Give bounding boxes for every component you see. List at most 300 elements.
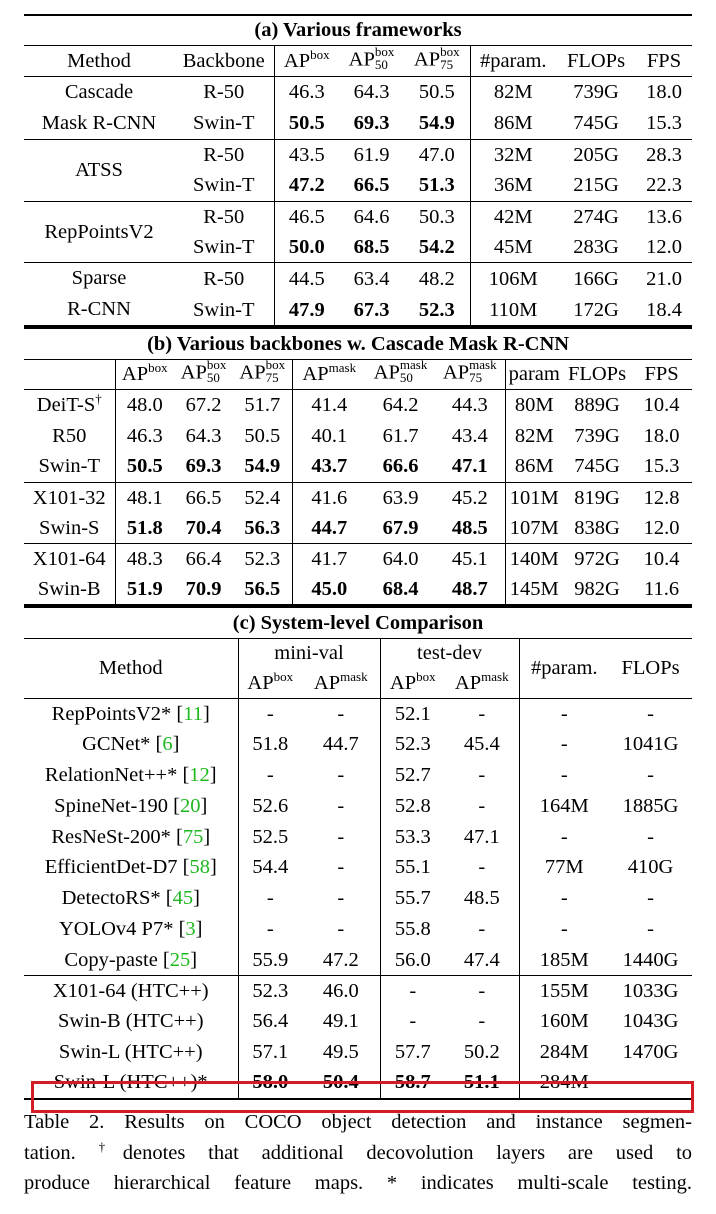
value-cell: 164M	[539, 794, 589, 817]
table-row	[24, 575, 692, 606]
citation-link[interactable]: 25	[169, 948, 191, 971]
backbone-cell: DeiT-S†	[24, 390, 115, 421]
value-cell: 1440G	[622, 948, 679, 971]
value-cell: 70.4	[185, 516, 222, 539]
value-cell: -	[266, 763, 274, 786]
value-cell: 739G	[573, 81, 619, 104]
value-cell: Swin-T	[174, 232, 274, 263]
value-cell: 41.6	[292, 482, 366, 513]
table-a-header	[24, 46, 692, 77]
value-cell: 1043G	[622, 1010, 679, 1033]
backbone-cell: Swin-B	[24, 575, 115, 606]
value-cell: -	[302, 698, 380, 729]
col-flops: FLOPs	[609, 638, 692, 698]
col-method: Method	[24, 46, 174, 77]
method-cell: RepPointsV2	[24, 201, 174, 263]
value-cell: 47.2	[288, 174, 325, 197]
value-cell: 57.1	[252, 1041, 289, 1064]
value-cell: -	[560, 917, 568, 940]
method-cell: DetectoRS* [45]	[24, 883, 238, 914]
table-row	[24, 1006, 692, 1037]
value-cell: -	[266, 887, 274, 910]
value-cell: 155M	[519, 975, 609, 1006]
table-c-caption: (c) System-level Comparison	[24, 607, 692, 638]
value-cell: 52.3	[404, 295, 470, 327]
table-caption	[24, 1107, 692, 1199]
value-cell: 166G	[556, 263, 636, 295]
table-b-header	[24, 359, 692, 390]
value-cell: -	[445, 760, 519, 791]
method-cell: ATSS	[24, 140, 174, 202]
value-cell: 86M	[493, 112, 533, 135]
value-cell: 110M	[470, 295, 556, 327]
value-cell: 284M	[539, 1041, 589, 1064]
value-cell: 45M	[493, 235, 533, 258]
method-cell: Swin-B (HTC++)	[24, 1006, 238, 1037]
value-cell: 67.9	[382, 516, 419, 539]
value-cell: 18.0	[643, 424, 680, 447]
value-cell: 284M	[519, 1068, 609, 1099]
value-cell: 82M	[514, 424, 554, 447]
col-ap-mask: $AP^{mask}$	[292, 359, 366, 390]
value-cell: 145M	[505, 575, 563, 606]
value-cell: -	[302, 852, 380, 883]
value-cell: 52.3	[238, 975, 302, 1006]
value-cell: 69.3	[185, 455, 222, 478]
value-cell: 41.7	[292, 544, 366, 575]
value-cell: 160M	[539, 1010, 589, 1033]
value-cell: 52.5	[252, 825, 289, 848]
value-cell: 55.7	[394, 887, 431, 910]
value-cell: 44.7	[302, 729, 380, 760]
value-cell: -	[647, 702, 654, 725]
value-cell: 44.5	[274, 263, 339, 295]
value-cell: 68.4	[366, 575, 435, 606]
value-cell: 66.5	[353, 174, 390, 197]
backbone-cell: X101-32	[24, 482, 115, 513]
col-test-dev-ap-box: $AP^{box}$	[380, 668, 445, 698]
col-fps: FPS	[631, 359, 692, 390]
backbone-cell: X101-64	[24, 544, 115, 575]
col-param: #param.	[470, 46, 556, 77]
value-cell: -	[647, 763, 654, 786]
citation-link[interactable]: 11	[183, 702, 203, 725]
value-cell: 70.9	[174, 575, 233, 606]
method-cell: Swin-L (HTC++)	[24, 1037, 238, 1068]
value-cell: 61.9	[339, 140, 404, 171]
value-cell: 80M	[514, 394, 554, 417]
table-row	[24, 883, 692, 914]
value-cell: 49.1	[302, 1006, 380, 1037]
value-cell: R-50	[174, 263, 274, 295]
value-cell: 13.6	[636, 201, 692, 232]
value-cell: 55.1	[394, 856, 431, 879]
value-cell: 56.4	[252, 1010, 289, 1033]
table-row	[24, 451, 692, 482]
col-ap75-mask: AP mask 75	[435, 359, 505, 390]
value-cell: 106M	[470, 263, 556, 295]
value-cell: -	[266, 702, 274, 725]
value-cell: 57.7	[394, 1041, 431, 1064]
col-ap50-box: AP box 50	[339, 46, 404, 77]
value-cell: 55.8	[394, 917, 431, 940]
value-cell: 45.1	[435, 544, 505, 575]
value-cell: 22.3	[646, 174, 682, 197]
method-cell: RelationNet++* [12]	[24, 760, 238, 791]
method-cell: X101-64 (HTC++)	[24, 975, 238, 1006]
col-ap75-box: AP box 75	[233, 359, 292, 390]
table-a-caption: (a) Various frameworks	[24, 15, 692, 46]
value-cell: 66.6	[382, 455, 419, 478]
value-cell: 50.5	[288, 112, 325, 135]
table-row	[24, 914, 692, 945]
value-cell: 52.1	[394, 702, 431, 725]
table-row	[24, 698, 692, 729]
value-cell: 48.2	[404, 263, 470, 295]
value-cell: 45.0	[292, 575, 366, 606]
col-ap75-box: AP box 75	[404, 46, 470, 77]
citation-link[interactable]: 3	[185, 917, 196, 940]
col-mini-val-ap-mask: $AP^{mask}$	[302, 668, 380, 698]
value-cell: 10.4	[643, 394, 680, 417]
value-cell: 47.4	[445, 945, 519, 976]
value-cell: -	[445, 1006, 519, 1037]
col-test-dev-ap-mask: $AP^{mask}$	[445, 668, 519, 698]
results-tables	[24, 14, 693, 1194]
value-cell: -	[445, 914, 519, 945]
value-cell: R-50	[174, 140, 274, 171]
value-cell: 55.9	[252, 948, 289, 971]
value-cell: -	[409, 1010, 417, 1033]
value-cell: 140M	[505, 544, 563, 575]
table-row	[24, 945, 692, 976]
value-cell: R-50	[174, 201, 274, 232]
method-cell: EfficientDet-D7 [58]	[24, 852, 238, 883]
backbone-cell: R50	[24, 421, 115, 452]
citation-link[interactable]: 20	[180, 794, 201, 817]
value-cell: 61.7	[382, 424, 419, 447]
value-cell: 21.0	[636, 263, 692, 295]
value-cell: Swin-T	[174, 108, 274, 140]
method-line: Cascade	[64, 81, 134, 104]
value-cell: -	[302, 914, 380, 945]
dagger-mark: †	[95, 391, 102, 407]
citation-link[interactable]: 58	[189, 856, 210, 879]
value-cell: 48.7	[435, 575, 505, 606]
table-system-level-comparison	[24, 606, 692, 1099]
value-cell: 43.7	[311, 455, 348, 478]
value-cell: 54.9	[404, 108, 470, 140]
value-cell: 43.5	[274, 140, 339, 171]
value-cell: 47.9	[274, 295, 339, 327]
value-cell: 101M	[505, 482, 563, 513]
caption-line-3: produce hierarchical feature maps. * indicates multi-scale testing.	[24, 1172, 692, 1194]
value-cell: 283G	[573, 235, 619, 258]
value-cell: 50.5	[126, 455, 163, 478]
method-cell: ResNeSt-200* [75]	[24, 821, 238, 852]
value-cell: 48.1	[115, 482, 174, 513]
value-cell: 1033G	[609, 975, 692, 1006]
value-cell: 50.4	[302, 1068, 380, 1099]
value-cell: 56.0	[394, 948, 431, 971]
table-row	[24, 760, 692, 791]
method-line: Sparse	[71, 267, 127, 290]
value-cell: 28.3	[636, 140, 692, 171]
col-ap50-mask: AP mask 50	[366, 359, 435, 390]
value-cell: 50.5	[233, 421, 292, 452]
value-cell: 67.3	[339, 295, 404, 327]
value-cell: -	[560, 825, 568, 848]
value-cell: 51.8	[126, 516, 163, 539]
col-ap-box: $AP^{box}$	[115, 359, 174, 390]
col-mini-val-ap-box: $AP^{box}$	[238, 668, 302, 698]
value-cell: 12.0	[646, 235, 682, 258]
value-cell: R-50	[174, 77, 274, 109]
method-cell: GCNet* [6]	[24, 729, 238, 760]
col-param: #param.	[519, 638, 609, 698]
table-row	[24, 77, 692, 109]
value-cell: 43.4	[435, 421, 505, 452]
value-cell: 67.2	[185, 394, 222, 417]
col-backbone	[24, 359, 115, 390]
method-cell: Copy-paste [25]	[24, 945, 238, 976]
value-cell: 18.0	[646, 81, 682, 104]
value-cell: 58.7	[380, 1068, 445, 1099]
value-cell: 56.5	[233, 575, 292, 606]
value-cell: 51.9	[115, 575, 174, 606]
value-cell: 982G	[563, 575, 631, 606]
value-cell: 819G	[563, 482, 631, 513]
citation-link[interactable]: 6	[162, 733, 173, 756]
col-param: param	[505, 359, 563, 390]
table-row	[24, 421, 692, 452]
value-cell: 58.0	[238, 1068, 302, 1099]
method-cell: RepPointsV2* [11]	[24, 698, 238, 729]
method-cell	[24, 263, 174, 327]
value-cell: 54.9	[233, 451, 292, 482]
value-cell: Swin-T	[174, 170, 274, 201]
value-cell: 410G	[627, 856, 674, 879]
value-cell: 52.3	[233, 544, 292, 575]
value-cell: 42M	[470, 201, 556, 232]
value-cell: 51.7	[233, 390, 292, 421]
col-ap50-box: AP box 50	[174, 359, 233, 390]
value-cell: 215G	[573, 174, 619, 197]
value-cell: -	[609, 1068, 692, 1099]
value-cell: 64.2	[382, 394, 419, 417]
value-cell: 64.0	[366, 544, 435, 575]
citation-link[interactable]: 12	[189, 763, 210, 786]
value-cell: 1885G	[622, 794, 679, 817]
value-cell: -	[445, 698, 519, 729]
value-cell: 50.0	[288, 235, 325, 258]
value-cell: 889G	[574, 394, 620, 417]
value-cell: 739G	[574, 424, 620, 447]
value-cell: 52.7	[394, 763, 431, 786]
method-cell: YOLOv4 P7* [3]	[24, 914, 238, 945]
value-cell: 46.5	[274, 201, 339, 232]
value-cell: 11.6	[631, 575, 692, 606]
value-cell: 15.3	[646, 112, 682, 135]
value-cell: -	[302, 760, 380, 791]
citation-link[interactable]: 75	[182, 825, 204, 848]
value-cell: -	[445, 791, 519, 822]
value-cell: 49.5	[302, 1037, 380, 1068]
value-cell: 56.3	[233, 513, 292, 544]
value-cell: -	[266, 917, 274, 940]
value-cell: 838G	[574, 516, 620, 539]
method-line: R-CNN	[67, 298, 131, 321]
method-line: Mask R-CNN	[41, 112, 157, 135]
value-cell: 44.7	[311, 516, 348, 539]
col-mini-val: mini-val	[238, 638, 380, 668]
value-cell: 40.1	[311, 424, 348, 447]
value-cell: 68.5	[353, 235, 390, 258]
value-cell: -	[302, 791, 380, 822]
table-row	[24, 729, 692, 760]
value-cell: 86M	[514, 455, 554, 478]
col-flops: FLOPs	[556, 46, 636, 77]
value-cell: 48.0	[126, 394, 163, 417]
value-cell: 52.3	[394, 733, 431, 756]
table-row	[24, 482, 692, 513]
col-test-dev: test-dev	[380, 638, 519, 668]
value-cell: 82M	[493, 81, 533, 104]
value-cell: 47.0	[404, 140, 470, 171]
value-cell: 47.2	[302, 945, 380, 976]
value-cell: 50.2	[445, 1037, 519, 1068]
value-cell: 972G	[563, 544, 631, 575]
value-cell: -	[560, 763, 568, 786]
value-cell: 48.5	[435, 513, 505, 544]
value-cell: 12.8	[631, 482, 692, 513]
value-cell: 172G	[556, 295, 636, 327]
value-cell: 18.4	[636, 295, 692, 327]
value-cell: 50.5	[404, 77, 470, 109]
value-cell: 12.0	[643, 516, 680, 539]
value-cell: 10.4	[631, 544, 692, 575]
method-cell	[24, 77, 174, 140]
value-cell: 745G	[574, 455, 620, 478]
value-cell: -	[647, 825, 654, 848]
table-row	[24, 975, 692, 1006]
value-cell: 47.1	[435, 451, 505, 482]
value-cell: -	[445, 975, 519, 1006]
citation-link[interactable]: 45	[172, 887, 194, 910]
value-cell: 51.1	[445, 1068, 519, 1099]
backbone-cell: Swin-S	[24, 513, 115, 544]
col-ap-box: $AP^{box}$	[274, 46, 339, 77]
table-row	[24, 1037, 692, 1068]
value-cell: 36M	[493, 174, 533, 197]
value-cell: -	[560, 702, 568, 725]
value-cell: 66.5	[174, 482, 233, 513]
value-cell: 15.3	[643, 455, 680, 478]
value-cell: 185M	[539, 948, 589, 971]
value-cell: 45.2	[435, 482, 505, 513]
value-cell: 1041G	[622, 733, 679, 756]
table-row	[24, 544, 692, 575]
table-b-caption: (b) Various backbones w. Cascade Mask R-CNN	[24, 328, 692, 359]
value-cell: 66.4	[174, 544, 233, 575]
value-cell: 48.3	[115, 544, 174, 575]
value-cell: -	[380, 975, 445, 1006]
value-cell: 46.3	[126, 424, 163, 447]
table-row	[24, 390, 692, 421]
col-flops: FLOPs	[563, 359, 631, 390]
value-cell: 51.8	[252, 733, 289, 756]
value-cell: 52.4	[233, 482, 292, 513]
table-row	[24, 201, 692, 232]
value-cell: 51.3	[404, 170, 470, 201]
caption-line-1: Table 2. Results on COCO object detection and instance segmen-	[24, 1111, 692, 1133]
value-cell: -	[560, 887, 568, 910]
value-cell: 745G	[573, 112, 619, 135]
value-cell: 46.0	[302, 975, 380, 1006]
caption-line-2: tation. †denotes that additional decovolution layers are used to	[24, 1138, 693, 1164]
value-cell: -	[647, 917, 654, 940]
table-row	[24, 513, 692, 544]
value-cell: 52.8	[394, 794, 431, 817]
value-cell: -	[302, 883, 380, 914]
value-cell: 77M	[544, 856, 584, 879]
value-cell: 64.6	[339, 201, 404, 232]
value-cell: 50.3	[404, 201, 470, 232]
value-cell: 32M	[470, 140, 556, 171]
value-cell: 63.9	[366, 482, 435, 513]
value-cell: 45.4	[445, 729, 519, 760]
value-cell: 69.3	[353, 112, 390, 135]
table-various-backbones	[24, 327, 692, 606]
value-cell: 63.4	[339, 263, 404, 295]
table-row	[24, 791, 692, 822]
value-cell: 46.3	[288, 81, 325, 104]
backbone-cell: Swin-T	[24, 451, 115, 482]
value-cell: 107M	[509, 516, 559, 539]
value-cell: 64.3	[185, 424, 222, 447]
value-cell: 54.4	[252, 856, 289, 879]
value-cell: -	[445, 852, 519, 883]
table-row	[24, 852, 692, 883]
col-backbone: Backbone	[174, 46, 274, 77]
dagger-mark: †	[98, 1138, 123, 1154]
table-row	[24, 821, 692, 852]
table-row	[24, 263, 692, 295]
value-cell: 205G	[556, 140, 636, 171]
table-c-header-top	[24, 638, 692, 668]
value-cell: 64.3	[353, 81, 390, 104]
value-cell: 47.1	[445, 821, 519, 852]
table-various-frameworks	[24, 14, 692, 327]
value-cell: 44.3	[435, 390, 505, 421]
value-cell: 1470G	[622, 1041, 679, 1064]
value-cell: -	[302, 821, 380, 852]
method-cell: SpineNet-190 [20]	[24, 791, 238, 822]
value-cell: 48.5	[445, 883, 519, 914]
value-cell: Swin-T	[174, 295, 274, 327]
value-cell: 54.2	[404, 232, 470, 263]
value-cell: -	[560, 733, 568, 756]
value-cell: 52.6	[252, 794, 289, 817]
value-cell: 274G	[556, 201, 636, 232]
table-row	[24, 140, 692, 171]
col-fps: FPS	[636, 46, 692, 77]
value-cell: 53.3	[394, 825, 431, 848]
value-cell: -	[647, 887, 654, 910]
value-cell: 41.4	[311, 394, 348, 417]
col-method: Method	[24, 638, 238, 698]
method-cell: Swin-L (HTC++)*	[24, 1068, 238, 1099]
